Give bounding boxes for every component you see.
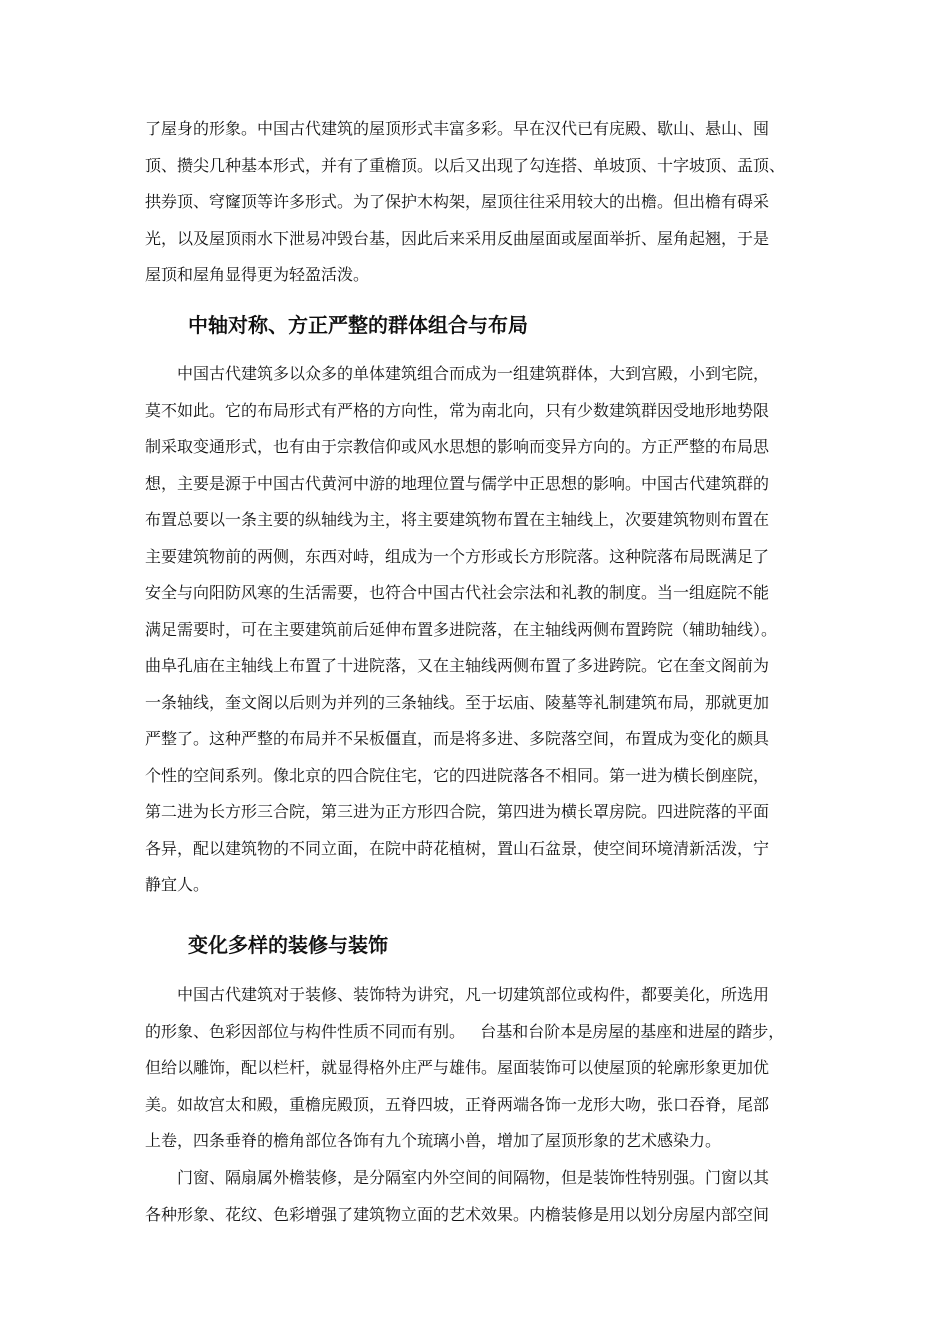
- text-line: 上卷，四条垂脊的檐角部位各饰有九个琉璃小兽，增加了屋顶形象的艺术感染力。: [145, 1131, 722, 1150]
- text-line: 主要建筑物前的两侧，东西对峙，组成为一个方形或长方形院落。这种院落布局既满足了: [145, 546, 770, 566]
- text-line: 个性的空间系列。像北京的四合院住宅，它的四进院落各不相同。第一进为横长倒座院，: [145, 765, 770, 785]
- text-line: 光，以及屋顶雨水下泄易冲毁台基，因此后来采用反曲屋面或屋面举折、屋角起翘，于是: [145, 228, 770, 248]
- text-line: 了屋身的形象。中国古代建筑的屋顶形式丰富多彩。早在汉代已有庑殿、歇山、悬山、囤: [145, 119, 770, 138]
- text-line: 美。如故宫太和殿，重檐庑殿顶，五脊四坡，正脊两端各饰一龙形大吻，张口吞脊，尾部: [145, 1094, 770, 1114]
- text-line: 屋顶和屋角显得更为轻盈活泼。: [145, 265, 370, 284]
- text-line: 中国古代建筑多以众多的单体建筑组合而成为一组建筑群体，大到宫殿，小到宅院，: [177, 364, 770, 383]
- layout-paragraph: [145, 356, 805, 904]
- intro-paragraph: [145, 111, 805, 294]
- section-heading-decoration: 变化多样的装修与装饰: [188, 933, 388, 957]
- text-line: 布置总要以一条主要的纵轴线为主，将主要建筑物布置在主轴线上，次要建筑物则布置在: [145, 510, 770, 529]
- text-line: 莫不如此。它的布局形式有严格的方向性，常为南北向，只有少数建筑群因受地形地势限: [145, 400, 770, 420]
- text-line: 想，主要是源于中国古代黄河中游的地理位置与儒学中正思想的影响。中国古代建筑群的: [145, 473, 770, 493]
- text-line: 各种形象、花纹、色彩增强了建筑物立面的艺术效果。内檐装修是用以划分房屋内部空间: [145, 1204, 770, 1224]
- decoration-paragraph-2: [145, 1160, 805, 1233]
- text-line: 的形象、色彩因部位与构件性质不同而有别。 台基和台阶本是房屋的基座和进屋的踏步，: [145, 1021, 785, 1041]
- decoration-paragraph-1: [145, 977, 805, 1160]
- text-line: 安全与向阳防风寒的生活需要，也符合中国古代社会宗法和礼教的制度。当一组庭院不能: [145, 583, 770, 602]
- text-line: 严整了。这种严整的布局并不呆板僵直，而是将多进、多院落空间，布置成为变化的颇具: [145, 729, 770, 748]
- text-line: 第二进为长方形三合院，第三进为正方形四合院，第四进为横长罩房院。四进院落的平面: [145, 802, 770, 821]
- text-line: 各异，配以建筑物的不同立面，在院中莳花植树，置山石盆景，使空间环境清新活泼，宁: [145, 838, 770, 858]
- text-line: 静宜人。: [145, 875, 210, 894]
- text-line: 拱券顶、穹窿顶等许多形式。为了保护木构架，屋顶往往采用较大的出檐。但出檐有碍采: [145, 192, 770, 211]
- text-line: 顶、攒尖几种基本形式，并有了重檐顶。以后又出现了勾连搭、单坡顶、十字坡顶、盂顶、: [145, 155, 786, 175]
- text-line: 但给以雕饰，配以栏杆，就显得格外庄严与雄伟。屋面装饰可以使屋顶的轮廓形象更加优: [145, 1058, 770, 1077]
- text-line: 满足需要时，可在主要建筑前后延伸布置多进院落，在主轴线两侧布置跨院（辅助轴线）。: [145, 619, 778, 639]
- text-line: 一条轴线，奎文阁以后则为并列的三条轴线。至于坛庙、陵墓等礼制建筑布局，那就更加: [145, 692, 770, 712]
- text-line: 中国古代建筑对于装修、装饰特为讲究，凡一切建筑部位或构件，都要美化，所选用: [177, 985, 770, 1004]
- text-line: 曲阜孔庙在主轴线上布置了十进院落，又在主轴线两侧布置了多进跨院。它在奎文阁前为: [145, 656, 770, 675]
- text-line: 门窗、隔扇属外檐装修，是分隔室内外空间的间隔物，但是装饰性特别强。门窗以其: [177, 1168, 770, 1187]
- text-line: 制采取变通形式，也有由于宗教信仰或风水思想的影响而变异方向的。方正严整的布局思: [145, 437, 770, 456]
- section-heading-layout: 中轴对称、方正严整的群体组合与布局: [188, 313, 528, 337]
